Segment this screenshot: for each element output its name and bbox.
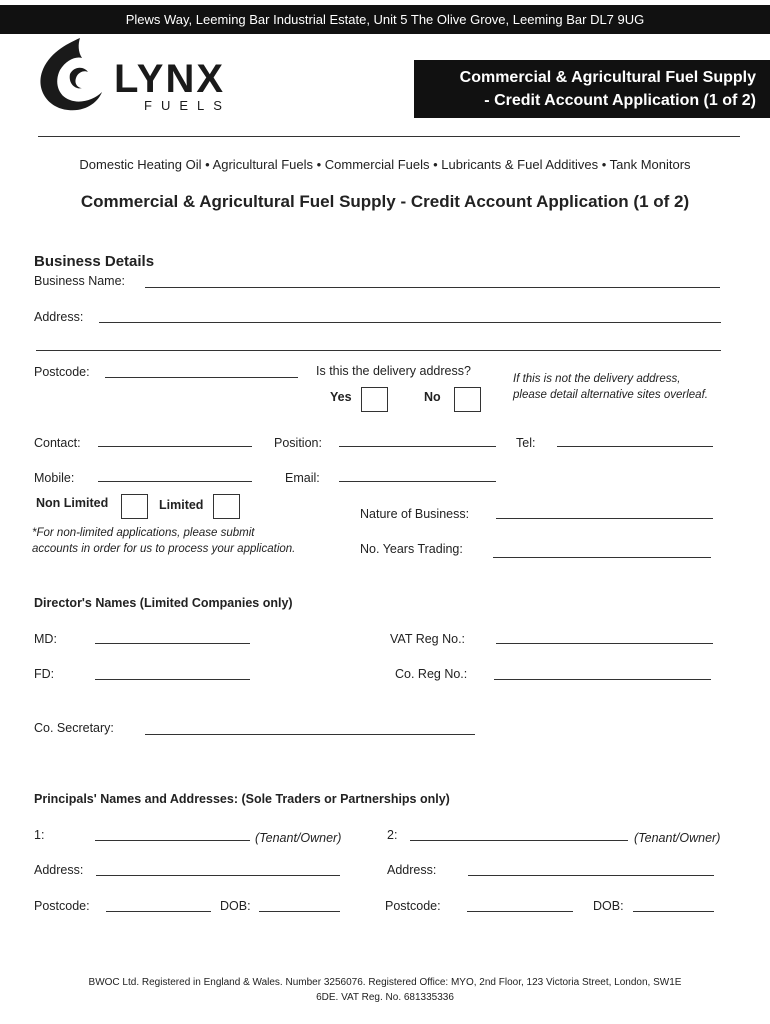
fd-label: FD: — [34, 667, 55, 681]
yes-label: Yes — [330, 390, 352, 404]
yes-checkbox[interactable] — [361, 387, 388, 412]
principal-1-dob-label: DOB: — [220, 899, 251, 913]
delivery-note-line1: If this is not the delivery address, — [513, 373, 681, 385]
nature-of-business-field[interactable] — [496, 518, 713, 519]
email-field[interactable] — [339, 481, 496, 482]
address-field-1[interactable] — [99, 322, 721, 323]
delivery-question: Is this the delivery address? — [316, 364, 471, 378]
co-secretary-label: Co. Secretary: — [34, 721, 114, 735]
principal-1-address-field[interactable] — [96, 875, 340, 876]
address-field-2[interactable] — [36, 350, 721, 351]
vat-reg-label: VAT Reg No.: — [390, 632, 466, 646]
principal-1-address-label: Address: — [34, 863, 84, 877]
principal-1-postcode-field[interactable] — [106, 911, 211, 912]
tel-field[interactable] — [557, 446, 713, 447]
co-reg-label: Co. Reg No.: — [395, 667, 468, 681]
logo-sub: FUELS — [144, 98, 231, 113]
footer-line2: 6DE. VAT Reg. No. 681335336 — [316, 992, 454, 1003]
non-limited-note-line2: accounts in order for us to process your application. — [32, 543, 296, 555]
lynx-fuels-logo — [36, 36, 276, 116]
principal-1-tenant: (Tenant/Owner) — [255, 831, 342, 845]
fd-field[interactable] — [95, 679, 250, 680]
principal-2-dob-label: DOB: — [593, 899, 624, 913]
principal-2-field[interactable] — [410, 840, 628, 841]
principals-heading: Principals' Names and Addresses: (Sole Traders or Partnerships only) — [34, 792, 450, 806]
address-bar: Plews Way, Leeming Bar Industrial Estate, Unit 5 The Olive Grove, Leeming Bar DL7 9UG — [0, 5, 770, 34]
md-field[interactable] — [95, 643, 250, 644]
directors-heading: Director's Names (Limited Companies only) — [34, 596, 293, 610]
footer-line1: BWOC Ltd. Registered in England & Wales. Number 3256076. Registered Office: MYO, 2nd Floor, 123 Victoria Street, London, SW1E — [88, 977, 682, 988]
position-field[interactable] — [339, 446, 496, 447]
email-label: Email: — [285, 471, 320, 485]
co-reg-field[interactable] — [494, 679, 711, 680]
principal-1-field[interactable] — [95, 840, 250, 841]
co-secretary-field[interactable] — [145, 734, 475, 735]
business-name-label: Business Name: — [34, 274, 126, 288]
header-title-box — [414, 60, 770, 118]
principal-1-dob-field[interactable] — [259, 911, 340, 912]
contact-label: Contact: — [34, 436, 81, 450]
principal-2-address-field[interactable] — [468, 875, 714, 876]
address-label: Address: — [34, 310, 84, 324]
no-checkbox[interactable] — [454, 387, 481, 412]
years-trading-field[interactable] — [493, 557, 711, 558]
non-limited-note — [32, 525, 295, 557]
principal-2-tenant: (Tenant/Owner) — [634, 831, 721, 845]
nature-of-business-label: Nature of Business: — [360, 507, 470, 521]
limited-label: Limited — [159, 498, 204, 512]
limited-checkbox[interactable] — [213, 494, 240, 519]
header-title-line2: - Credit Account Application (1 of 2) — [484, 92, 756, 109]
non-limited-note-line1: *For non-limited applications, please submit — [32, 527, 255, 539]
footer — [30, 975, 740, 1005]
postcode-label: Postcode: — [34, 365, 90, 379]
lynx-cat-icon — [36, 36, 276, 116]
principal-2-label: 2: — [387, 828, 398, 842]
mobile-label: Mobile: — [34, 471, 75, 485]
page-title: Commercial & Agricultural Fuel Supply - Credit Account Application (1 of 2) — [80, 192, 690, 211]
years-trading-label: No. Years Trading: — [360, 542, 463, 556]
header-divider — [38, 136, 740, 137]
logo-word: LYNX — [114, 57, 226, 101]
business-name-field[interactable] — [145, 287, 720, 288]
md-label: MD: — [34, 632, 57, 646]
principal-2-postcode-field[interactable] — [467, 911, 573, 912]
principal-2-postcode-label: Postcode: — [385, 899, 441, 913]
contact-field[interactable] — [98, 446, 252, 447]
no-label: No — [424, 390, 441, 404]
non-limited-checkbox[interactable] — [121, 494, 148, 519]
non-limited-label: Non Limited — [36, 496, 109, 510]
delivery-note-line2: please detail alternative sites overleaf. — [513, 389, 708, 401]
position-label: Position: — [274, 436, 322, 450]
delivery-note — [513, 371, 708, 403]
header-title-line1: Commercial & Agricultural Fuel Supply — [459, 69, 756, 86]
mobile-field[interactable] — [98, 481, 252, 482]
vat-reg-field[interactable] — [496, 643, 713, 644]
principal-1-label: 1: — [34, 828, 45, 842]
tel-label: Tel: — [516, 436, 536, 450]
postcode-field[interactable] — [105, 377, 298, 378]
services-line: Domestic Heating Oil • Agricultural Fuels • Commercial Fuels • Lubricants & Fuel Additives • Tank Monitors — [79, 157, 691, 172]
business-details-heading: Business Details — [34, 253, 155, 270]
principal-2-dob-field[interactable] — [633, 911, 714, 912]
principal-1-postcode-label: Postcode: — [34, 899, 90, 913]
principal-2-address-label: Address: — [387, 863, 437, 877]
